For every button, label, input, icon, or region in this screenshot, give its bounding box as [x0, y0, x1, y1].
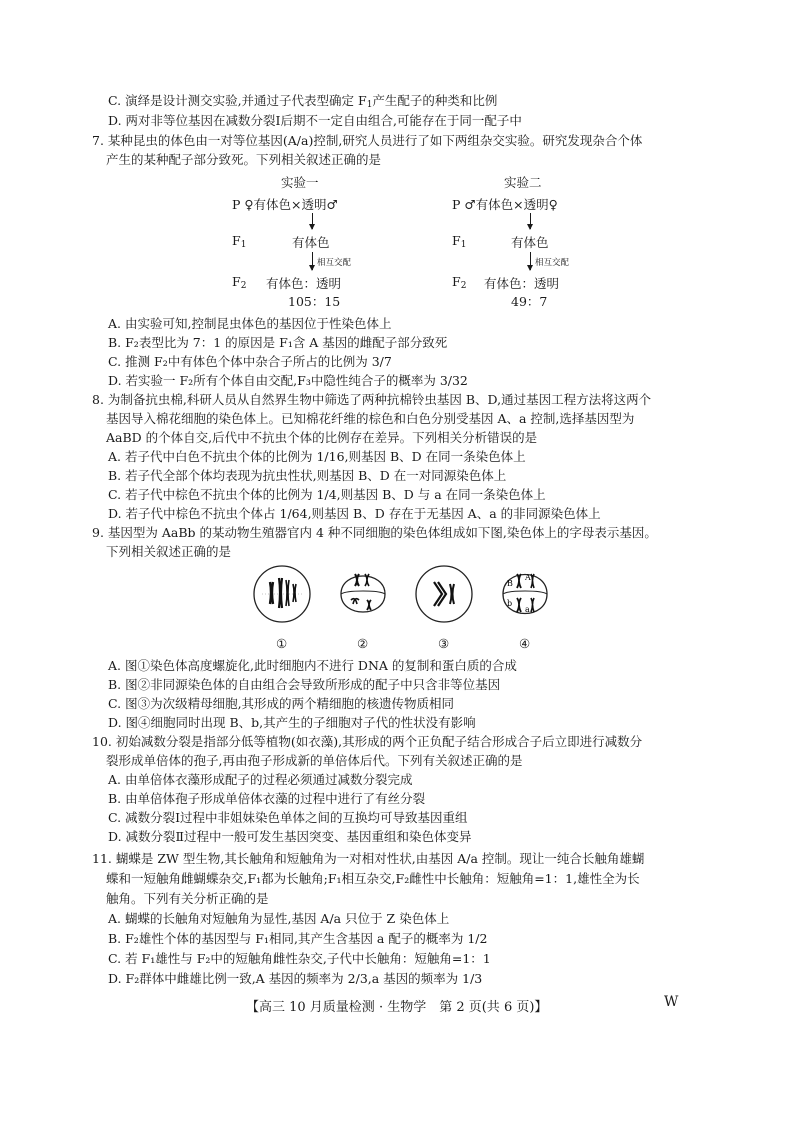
cell-2-label: ②	[357, 636, 369, 651]
option-d-prev: D. 两对非等位基因在减数分裂Ⅰ后期不一定自由组合,可能存在于同一配子中	[108, 113, 522, 128]
page-footer: 【高三 10 月质量检测 · 生物学 第 2 页(共 6 页)】	[246, 1000, 548, 1015]
q8-stem-line3: AaBD 的个体自交,后代中不抗虫个体的比例存在差异。下列相关分析错误的是	[106, 430, 538, 445]
q8-stem-line1: 8. 为制备抗虫棉,科研人员从自然界生物中筛选了两种抗棉铃虫基因 B、D,通过基因工程方法将这两个	[92, 392, 652, 407]
cell-3-label: ③	[438, 636, 450, 651]
exp1-ratio: 105：15	[288, 294, 341, 309]
exp1-f2-label: $F_2$	[232, 274, 247, 291]
exp1-f1: 有体色	[292, 235, 330, 250]
cell-3-diagram	[414, 560, 474, 628]
q7-option-b: B. F₂表型比为 7：1 的原因是 F₁含 A 基因的雌配子部分致死	[108, 335, 448, 350]
exp2-arrow2	[530, 252, 531, 270]
q9-stem-line1: 9. 基因型为 AaBb 的某动物生殖器官内 4 种不同细胞的染色体组成如下图,染色体上的字母表示基因。	[92, 525, 657, 540]
q8-option-a: A. 若子代中白色不抗虫个体的比例为 1/16,则基因 B、D 在同一条染色体上	[108, 449, 526, 464]
q10-option-c: C. 减数分裂Ⅰ过程中非姐妹染色单体之间的互换均可导致基因重组	[108, 810, 468, 825]
cell-2-diagram	[333, 560, 393, 628]
q9-option-d: D. 图④细胞同时出现 B、b,其产生的子细胞对子代的性状没有影响	[108, 715, 476, 730]
q7-option-c: C. 推测 F₂中有体色个体中杂合子所占的比例为 3/7	[108, 354, 392, 369]
gene-b-label: B	[507, 579, 513, 588]
q7-stem-line2: 产生的某种配子部分致死。下列相关叙述正确的是	[106, 152, 382, 167]
gene-a-label: A	[525, 573, 531, 582]
q7-option-a: A. 由实验可知,控制昆虫体色的基因位于性染色体上	[108, 316, 392, 331]
q8-option-b: B. 若子代全部个体均表现为抗虫性状,则基因 B、D 在一对同源染色体上	[108, 468, 507, 483]
exp2-f2: 有体色：透明	[484, 276, 560, 291]
q11-option-a: A. 蝴蝶的长触角对短触角为显性,基因 A/a 只位于 Z 染色体上	[108, 911, 450, 926]
q11-stem-line2: 蝶和一短触角雌蝴蝶杂交,F₁都为长触角;F₁相互杂交,F₂雌性中长触角：短触角=1：1,雄性全为长	[106, 871, 640, 886]
q11-option-b: B. F₂雄性个体的基因型与 F₁相同,其产生含基因 a 配子的概率为 1/2	[108, 931, 488, 946]
q10-option-b: B. 由单倍体孢子形成单倍体衣藻的过程中进行了有丝分裂	[108, 791, 426, 806]
exp1-cross-label: 相互交配	[317, 258, 352, 268]
option-c-prev: C. 演绎是设计测交实验,并通过子代表型确定 $F_1$产生配子的种类和比例	[108, 93, 498, 110]
exp2-title: 实验二	[504, 175, 542, 190]
exp2-cross-label: 相互交配	[535, 258, 570, 268]
q11-stem-line3: 触角。下列有关分析正确的是	[106, 891, 269, 906]
exp2-f1-label: $F_1$	[452, 233, 467, 250]
gene-a-lower-label: a	[525, 605, 530, 614]
exp1-f2: 有体色：透明	[266, 276, 342, 291]
exp2-f1: 有体色	[511, 235, 549, 250]
exp1-arrow2	[312, 252, 313, 270]
q8-stem-line2: 基因导入棉花细胞的染色体上。已知棉花纤维的棕色和白色分别受基因 A、a 控制,选择基因型为	[106, 411, 635, 426]
q10-stem-line2: 裂形成单倍体的孢子,再由孢子形成新的单倍体后代。下列有关叙述正确的是	[106, 753, 523, 768]
cell-1-label: ①	[276, 636, 288, 651]
exp1-arrow1	[312, 213, 313, 229]
exp1-title: 实验一	[281, 175, 319, 190]
exp2-ratio: 49：7	[511, 294, 548, 309]
q10-option-a: A. 由单倍体衣藻形成配子的过程必须通过减数分裂完成	[108, 772, 413, 787]
exp1-parents: P ♀有体色×透明♂	[232, 197, 338, 212]
footer-mark: W	[664, 994, 679, 1010]
gene-b-lower-label: b	[507, 599, 513, 608]
exp2-parents: P ♂有体色×透明♀	[452, 197, 558, 212]
q10-option-d: D. 减数分裂Ⅱ过程中一般可发生基因突变、基因重组和染色体变异	[108, 829, 472, 844]
q9-option-b: B. 图②非同源染色体的自由组合会导致所形成的配子中只含非等位基因	[108, 677, 501, 692]
q7-stem-line1: 7. 某种昆虫的体色由一对等位基因(A/a)控制,研究人员进行了如下两组杂交实验。研究发现杂合个体	[92, 133, 643, 148]
cell-4-label: ④	[519, 636, 531, 651]
exp1-f1-label: $F_1$	[232, 233, 247, 250]
cell-4-diagram	[495, 560, 555, 628]
q9-option-c: C. 图③为次级精母细胞,其形成的两个精细胞的核遗传物质相同	[108, 696, 455, 711]
q11-option-d: D. F₂群体中雌雄比例一致,A 基因的频率为 2/3,a 基因的频率为 1/3	[108, 971, 483, 986]
q7-option-d: D. 若实验一 F₂所有个体自由交配,F₃中隐性纯合子的概率为 3/32	[108, 373, 468, 388]
q11-option-c: C. 若 F₁雄性与 F₂中的短触角雌性杂交,子代中长触角：短触角=1：1	[108, 951, 491, 966]
q8-option-d: D. 若子代中棕色不抗虫个体占 1/64,则基因 B、D 存在于无基因 A、a 的非同源染色体上	[108, 506, 601, 521]
q9-option-a: A. 图①染色体高度螺旋化,此时细胞内不进行 DNA 的复制和蛋白质的合成	[108, 658, 517, 673]
q10-stem-line1: 10. 初始减数分裂是指部分低等植物(如衣藻),其形成的两个正负配子结合形成合子后立即进行减数分	[92, 734, 643, 749]
q8-option-c: C. 若子代中棕色不抗虫个体的比例为 1/4,则基因 B、D 与 a 在同一条染色体上	[108, 487, 546, 502]
exp2-arrow1	[530, 213, 531, 229]
cell-1-diagram	[252, 560, 312, 628]
q11-stem-line1: 11. 蝴蝶是 ZW 型生物,其长触角和短触角为一对相对性状,由基因 A/a 控制。现让一纯合长触角雄蝴	[92, 851, 645, 866]
exp2-f2-label: $F_2$	[452, 274, 467, 291]
q9-stem-line2: 下列相关叙述正确的是	[106, 544, 232, 559]
